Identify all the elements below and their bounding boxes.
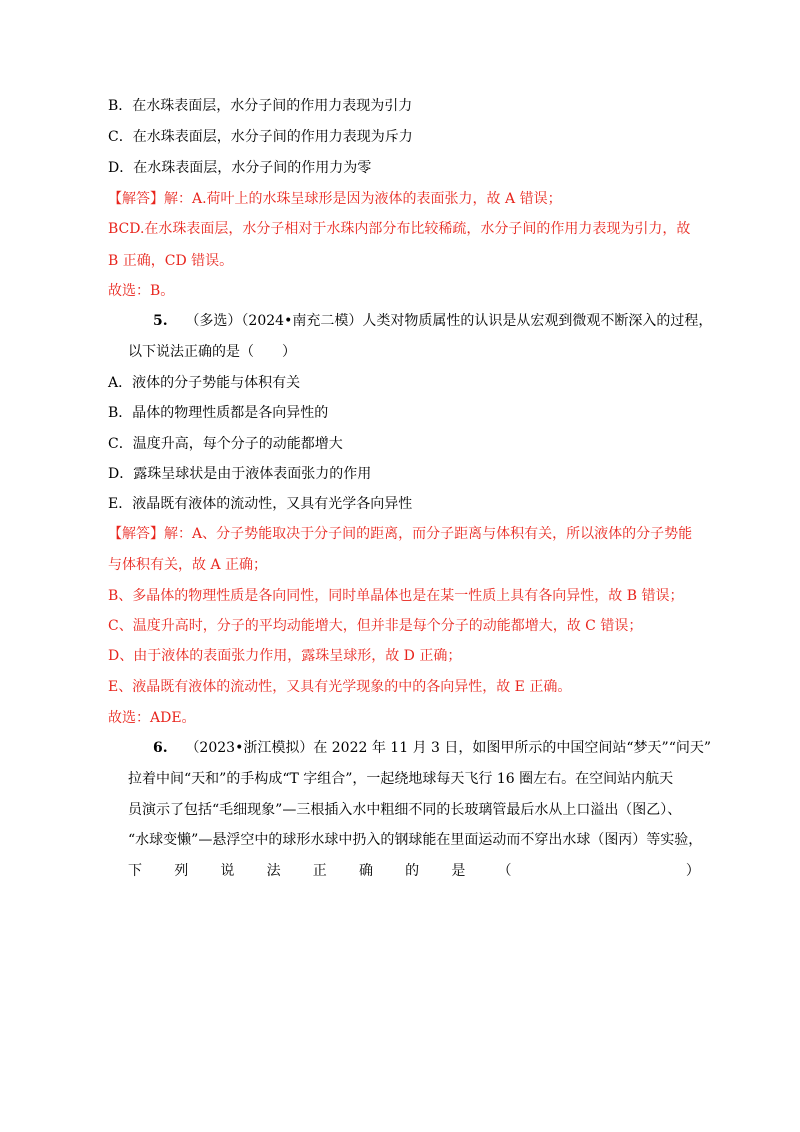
answer-line-3: B 正确，CD 错误。 xyxy=(108,253,234,269)
question-6-line-1 xyxy=(153,738,711,758)
answer-choice-line: 故选：B。 xyxy=(108,283,175,299)
q5-solution-line-1 xyxy=(108,524,692,544)
question-6-line-4: “水球变懒”—悬浮空中的球形水球中扔入的钢球能在里面运动而不穿出水球（图丙）等实验， xyxy=(128,832,703,848)
q5-option-b: B．晶体的物理性质都是各向异性的 xyxy=(108,405,329,421)
question-6-line-3: 员演示了包括“毛细现象”—三根插入水中粗细不同的长玻璃管最后水从上口溢出（图乙）、 xyxy=(128,802,682,818)
q5-option-d: D．露珠呈球状是由于液体表面张力的作用 xyxy=(108,466,372,482)
q5-solution-line-3: B、多晶体的物理性质是各向同性，同时单晶体也是在某一性质上具有各向异性，故 B 错误； xyxy=(108,588,684,604)
q6-word: 说 xyxy=(220,863,235,879)
q5-option-e: E．液晶既有液体的流动性，又具有光学各向异性 xyxy=(108,496,413,512)
option-c-line: C．在水珠表面层，水分子间的作用力表现为斥力 xyxy=(108,129,413,145)
question-6-line-5 xyxy=(128,861,700,881)
q6-open-paren: （ xyxy=(497,863,512,879)
answer-tag: 【解答】 xyxy=(108,191,164,207)
question-5-line-2: 以下说法正确的是（ ） xyxy=(128,344,296,360)
q6-close-paren: ） xyxy=(685,863,700,879)
answer-text: 解：A.荷叶上的水珠呈球形是因为液体的表面张力，故 A 错误； xyxy=(164,191,562,207)
question-5-stem: （多选）（2024•南充二模）人类对物质属性的认识是从宏观到微观不断深入的过程， xyxy=(185,313,713,329)
q6-word: 确 xyxy=(358,863,373,879)
q6-word: 列 xyxy=(174,863,189,879)
q5-option-a: A．液体的分子势能与体积有关 xyxy=(108,375,301,391)
q6-word: 下 xyxy=(128,863,142,879)
question-6-line-2: 拉着中间“天和”的手构成“T 字组合”，一起绕地球每天飞行 16 圈左右。在空间站内航天 xyxy=(128,771,674,787)
q6-word: 正 xyxy=(312,863,327,879)
q6-word: 的 xyxy=(405,863,420,879)
q5-solution-line-4: C、温度升高时，分子的平均动能增大，但并非是每个分子的动能都增大，故 C 错误； xyxy=(108,618,643,634)
q5-solution-line-5: D、由于液体的表面张力作用，露珠呈球形，故 D 正确； xyxy=(108,648,462,664)
q5-option-c: C．温度升高，每个分子的动能都增大 xyxy=(108,436,343,452)
answer-line-2: BCD.在水珠表面层，水分子相对于水珠内部分布比较稀疏，水分子间的作用力表现为引力，故 xyxy=(108,221,691,237)
question-5-line-1 xyxy=(153,311,712,331)
option-b-line: B．在水珠表面层，水分子间的作用力表现为引力 xyxy=(108,98,413,114)
q5-answer-choice: 故选：ADE。 xyxy=(108,710,196,726)
question-5-number: 5. xyxy=(153,313,168,329)
q6-word: 法 xyxy=(266,863,281,879)
question-6-number: 6. xyxy=(153,740,168,756)
q5-solution-line-2: 与体积有关，故 A 正确； xyxy=(108,557,268,573)
option-d-line: D．在水珠表面层，水分子间的作用力为零 xyxy=(108,160,372,176)
q6-blank xyxy=(544,861,654,881)
question-6-stem: （2023•浙江模拟）在 2022 年 11 月 3 日，如图甲所示的中国空间站“梦天”“问天” xyxy=(185,740,712,756)
q6-word: 是 xyxy=(451,863,466,879)
q5-solution-text: 解：A、分子势能取决于分子间的距离，而分子距离与体积有关，所以液体的分子势能 xyxy=(164,526,693,542)
q5-solution-tag: 【解答】 xyxy=(108,526,164,542)
answer-line-1 xyxy=(108,189,562,209)
q5-solution-line-6: E、液晶既有液体的流动性，又具有光学现象的中的各向异性，故 E 正确。 xyxy=(108,679,572,695)
